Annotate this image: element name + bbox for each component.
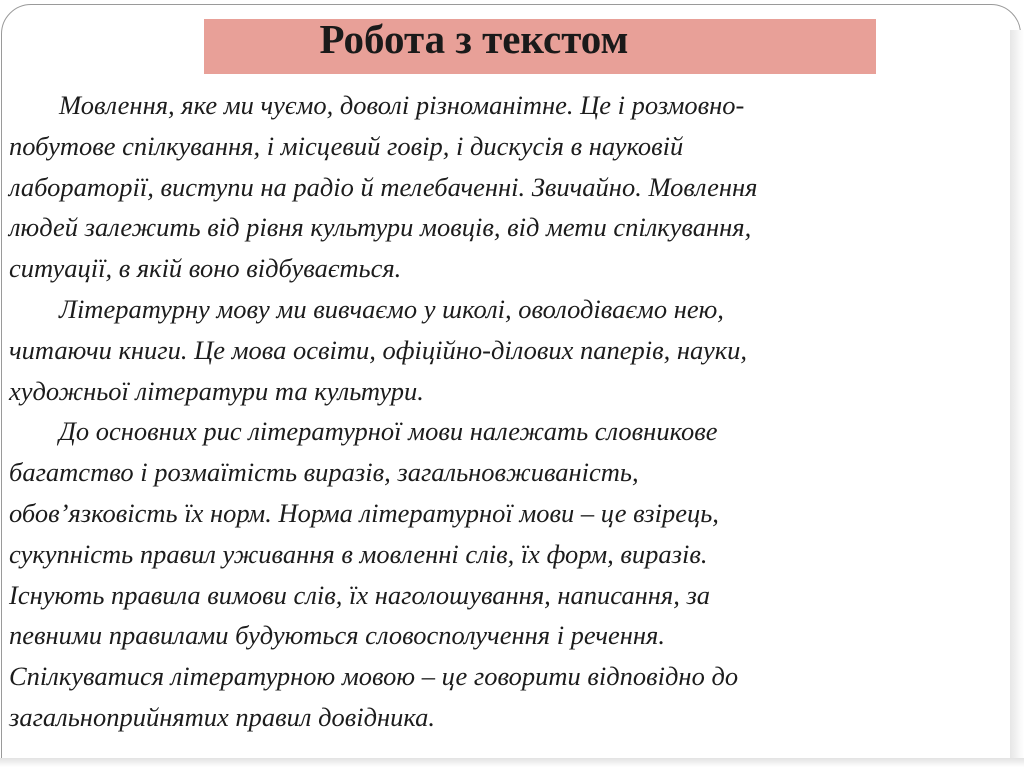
text-line: людей залежить від рівня культури мовців, від мети спілкування, <box>9 212 752 243</box>
text-line: ситуації, в якій воно відбувається. <box>9 253 402 284</box>
text-line: побутове спілкування, і місцевий говір, і дискусія в науковій <box>9 130 684 161</box>
text-line: художньої літератури та культури. <box>9 375 424 406</box>
text-line: певними правилами будуються словосполучення і речення. <box>9 620 665 651</box>
text-line: Спілкуватися літературною мовою – це говорити відповідно до <box>9 661 739 692</box>
text-line: Мовлення, яке ми чуємо, доволі різноманітне. Це і розмовно- <box>59 90 745 120</box>
text-line: багатство і розмаїтість виразів, загальновживаність, <box>9 457 639 488</box>
text-line: Літературну мову ми вивчаємо у школі, оволодіваємо нею, <box>59 293 724 324</box>
text-line: Існують правила вимови слів, їх наголошування, написання, за <box>9 579 711 610</box>
slide-shadow-right <box>1010 30 1024 767</box>
text-line: загальноприйнятих правил довідника. <box>9 701 436 732</box>
text-line: сукупність правил уживання в мовленні слів, їх форм, виразів. <box>9 538 708 569</box>
text-line: лабораторії, виступи на радіо й телебаченні. Звичайно. Мовлення <box>9 171 758 202</box>
text-line: читаючи книги. Це мова освіти, офіційно-ділових паперів, науки, <box>9 334 747 365</box>
slide-title: Робота з текстом <box>319 16 629 62</box>
slide-shadow-bottom <box>0 758 1024 767</box>
text-line: обов’язковість їх норм. Норма літературної мови – це взірець, <box>9 497 719 528</box>
text-line: До основних рис літературної мови належать словникове <box>59 416 718 447</box>
title-bar <box>204 16 876 74</box>
body-text <box>9 85 1009 738</box>
